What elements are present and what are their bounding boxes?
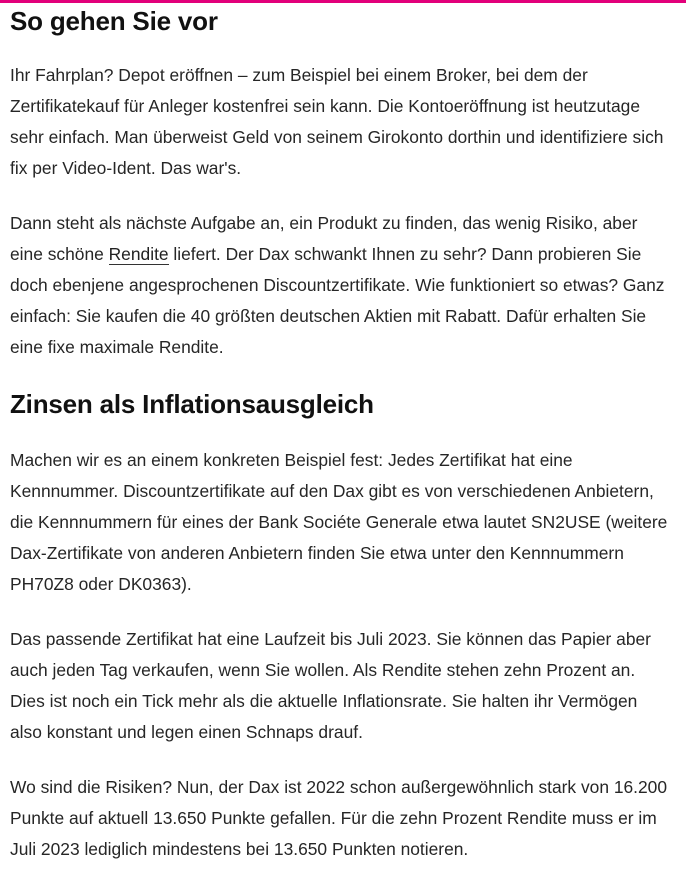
paragraph-text: Dann steht als nächste Aufgabe an, ein Produkt zu finden, das wenig Risiko, aber eine schöne [10,213,638,264]
paragraph: Das passende Zertifikat hat eine Laufzeit bis Juli 2023. Sie können das Papier aber auch jeden Tag verkaufen, wenn Sie wollen. Als Rendite stehen zehn Prozent an. Dies ist noch ein Tick mehr als die aktuelle Inflationsrate. Sie halten ihr Vermögen also konstant und legen einen Schnaps drauf. [10,629,651,742]
rendite-link[interactable]: Rendite [108,244,169,264]
paragraph-text: liefert. Der Dax schwankt Ihnen zu sehr? Dann probieren Sie doch ebenjene angesprochenen Discountzertifikate. Wie funktioniert so etwas? Ganz einfach: Sie kaufen die 40 größten deutschen Aktien mit Rabatt. Dafür erhalten Sie eine fixe maximale Rendite. [10,244,665,357]
section-heading-zinsen-als-inflationsausgleich: Zinsen als Inflationsausgleich [10,389,374,419]
paragraph: Wo sind die Risiken? Nun, der Dax ist 2022 schon außergewöhnlich stark von 16.200 Punkte auf aktuell 13.650 Punkte gefallen. Für die zehn Prozent Rendite muss er im Juli 2023 lediglich mindestens bei 13.650 Punkten notieren. [10,777,668,859]
article-body [10,0,670,889]
paragraph-with-link [10,208,670,363]
paragraph: Machen wir es an einem konkreten Beispiel fest: Jedes Zertifikat hat eine Kennnummer. Discountzertifikate auf den Dax gibt es von verschiedenen Anbietern, die Kennnummern für eines der Bank Sociéte Generale etwa lautet SN2USE (weitere Dax-Zertifikate von anderen Anbietern finden Sie etwa unter den Kennnummern PH70Z8 oder DK0363). [10,450,668,594]
paragraph: Ihr Fahrplan? Depot eröffnen – zum Beispiel bei einem Broker, bei dem der Zertifikatekauf für Anleger kostenfrei sein kann. Die Kontoeröffnung ist heutzutage sehr einfach. Man überweist Geld von seinem Girokonto dorthin und identifiziere sich fix per Video-Ident. Das war's. [10,65,664,178]
section-heading-so-gehen-sie-vor: So gehen Sie vor [10,6,218,36]
